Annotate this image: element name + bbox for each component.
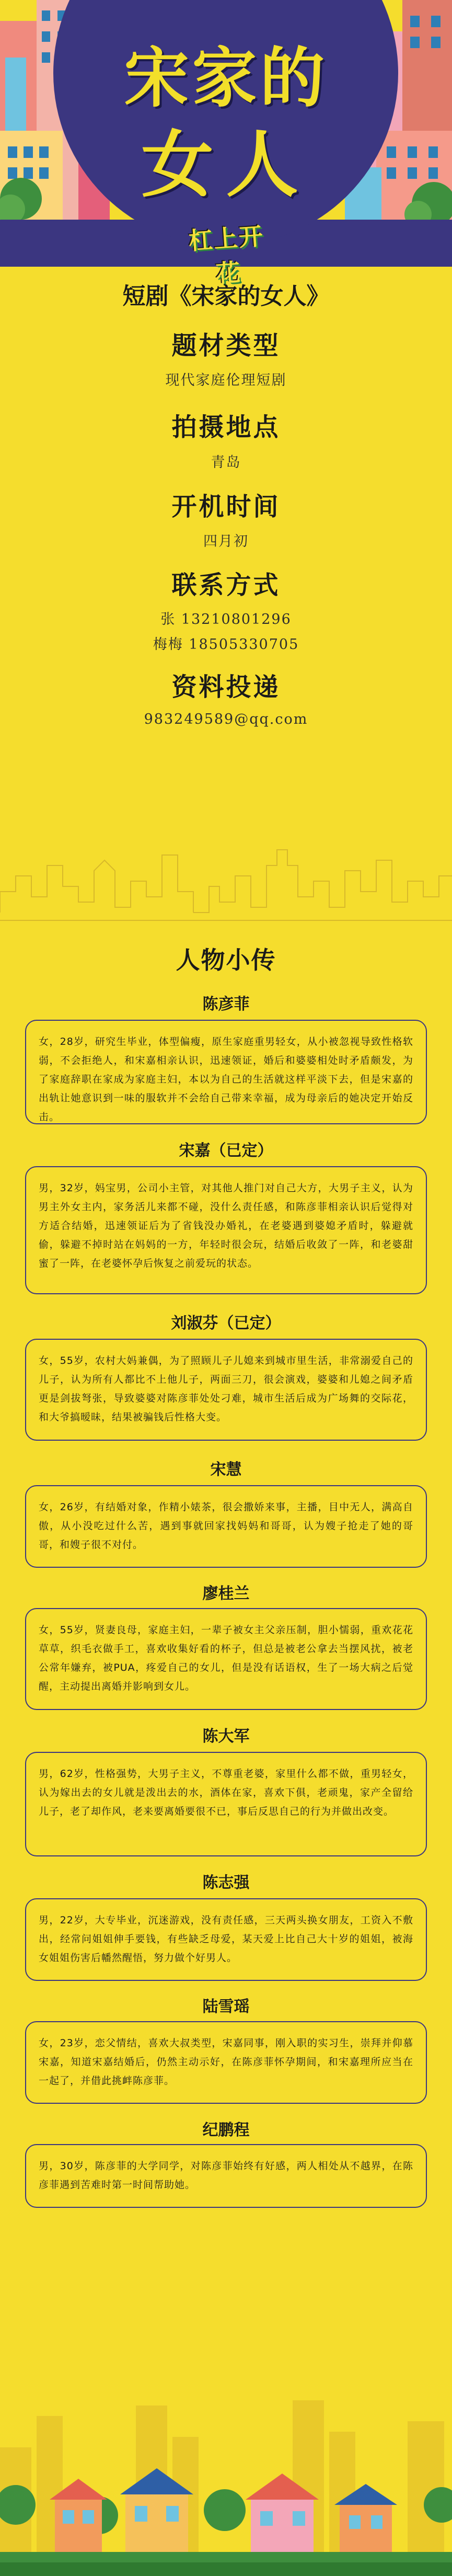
character-name: 廖桂兰: [202, 1585, 250, 1603]
character-name: 纪鹏程: [202, 2121, 250, 2139]
location-value: 青岛: [211, 454, 241, 471]
submission-email: 983249589@qq.com: [144, 711, 308, 727]
character-card: [25, 1752, 427, 1856]
brand-logo-text: 杠上开花: [188, 222, 265, 288]
character-name: 刘淑芬（已定）: [171, 1314, 281, 1332]
header-banner: [0, 0, 452, 288]
character-description: 男，62岁，性格强势，大男子主义，不尊重老婆，家里什么都不做，重男轻女，认为嫁出去的女儿就是泼出去的水，酒体在家，喜欢下俱，老顽鬼，家产全留给儿子，老了却作风，老来要离婚要很不已，事后反思自己的行为并做出改变。: [39, 1768, 413, 1817]
character-description: 女，28岁，研究生毕业，体型偏瘦，原生家庭重男轻女，从小被忽视导致性格软弱，不会拒绝人，和宋嘉相亲认识，迅速领证，婚后和婆婆相处时矛盾颇发，为了家庭辞职在家成为家庭主妇，本以为自己的生活就这样平淡下去，但是宋嘉的出轨让她意识到一味的服软并不会给自己带来幸福，成为母亲后的她决定开始反击。: [39, 1036, 413, 1123]
contact-line-1: 张 13210801296: [160, 611, 292, 628]
contact-line-2: 梅梅 18505330705: [153, 636, 299, 653]
character-description: 男，30岁，陈彦菲的大学同学，对陈彦菲始终有好感，两人相处从不越界，在陈彦菲遇到苦难时第一时间帮助她。: [39, 2160, 413, 2191]
genre-heading: 题材类型: [171, 331, 281, 360]
skyline-outline-divider: [0, 834, 452, 923]
character-card: [25, 1339, 427, 1441]
character-card: [25, 1485, 427, 1568]
start-time-value: 四月初: [203, 533, 249, 550]
character-bios-title: 人物小传: [176, 946, 276, 974]
character-card: [25, 1166, 427, 1294]
bottom-town-illustration: [0, 2385, 452, 2576]
character-card: [25, 1608, 427, 1710]
character-description: 男，22岁，大专毕业，沉迷游戏，没有责任感，三天两头换女朋友，工资入不敷出，经常问姐姐伸手要钱，有些缺乏母爱，某天爱上比自己大十岁的姐姐，被海女姐姐伤害后幡然醒悟，努力做个好男人。: [39, 1914, 413, 1964]
genre-value: 现代家庭伦理短剧: [165, 372, 287, 389]
character-card: [25, 2021, 427, 2104]
character-description: 女，55岁，农村大妈兼偶，为了照顾儿子儿媳来到城市里生活，非常溺爱自己的儿子，认为所有人都比不上他儿子，两面三刀，很会演戏，婆婆和儿媳之间矛盾更是剑拔弩张，导致婆婆对陈彦菲处处刁难，城市生活后成为广场舞的交际花，和大爷搞暧昧，结果被骗钱后性格大变。: [39, 1355, 413, 1423]
start-time-heading: 开机时间: [171, 492, 281, 521]
character-card: [25, 2144, 427, 2208]
character-name: 宋嘉（已定）: [179, 1142, 273, 1160]
character-description: 女，55岁，贤妻良母，家庭主妇，一辈子被女主父亲压制，胆小懦弱，重欢花花草草，织毛衣做手工，喜欢收集好看的杯子，但总是被老公拿去当摆风扰，被老公常年嫌弃，被PUA，疼爱自己的女儿，但是没有话语权，生了一场大病之后觉醒，主动提出离婚并影响到女儿。: [39, 1624, 413, 1692]
character-name: 陈志强: [202, 1874, 250, 1892]
character-name: 宋慧: [210, 1461, 242, 1479]
character-card: [25, 1898, 427, 1981]
poster-title-line1: 宋家的: [124, 41, 328, 116]
character-card: [25, 1020, 427, 1124]
character-name: 陆雪瑶: [202, 1998, 250, 2016]
character-description: 女，23岁，恋父情结，喜欢大叔类型，宋嘉同事，刚入职的实习生，崇拜并仰慕宋嘉，知道宋嘉结婚后，仍然主动示好，在陈彦菲怀孕期间，和宋嘉理所应当在一起了，并借此挑衅陈彦菲。: [39, 2037, 413, 2087]
character-description: 女，26岁，有结婚对象，作精小婊茶，很会撒娇来事，主播，目中无人，满高自傲，从小没吃过什么苦，遇到事就回家找妈妈和哥哥，认为嫂子抢走了她的哥哥，和嫂子很不对付。: [39, 1501, 413, 1551]
character-name: 陈彦菲: [202, 995, 250, 1013]
drama-title: 短剧《宋家的女人》: [122, 283, 330, 310]
character-description: 男，32岁，妈宝男，公司小主管，对其他人推门对自己大方，大男子主义，认为男主外女主内，家务活儿来都不碰，没什么责任感，和陈彦菲相亲认识后觉得对方适合结婚，迅速领证后为了省钱没办婚礼，在老婆遇到婆媳矛盾时，躲避就偷，躲避不掉时站在妈妈的一方，年轻时很会玩，结婚后收敛了一阵，和老婆甜蜜了一阵，在老婆怀孕后恢复之前爱玩的状态。: [39, 1182, 413, 1269]
poster-title-line2: 女人: [141, 123, 311, 207]
submission-heading: 资料投递: [171, 673, 281, 702]
brand-logo: [178, 220, 277, 288]
contact-heading: 联系方式: [171, 571, 281, 600]
character-name: 陈大军: [202, 1727, 250, 1746]
location-heading: 拍摄地点: [171, 413, 281, 442]
